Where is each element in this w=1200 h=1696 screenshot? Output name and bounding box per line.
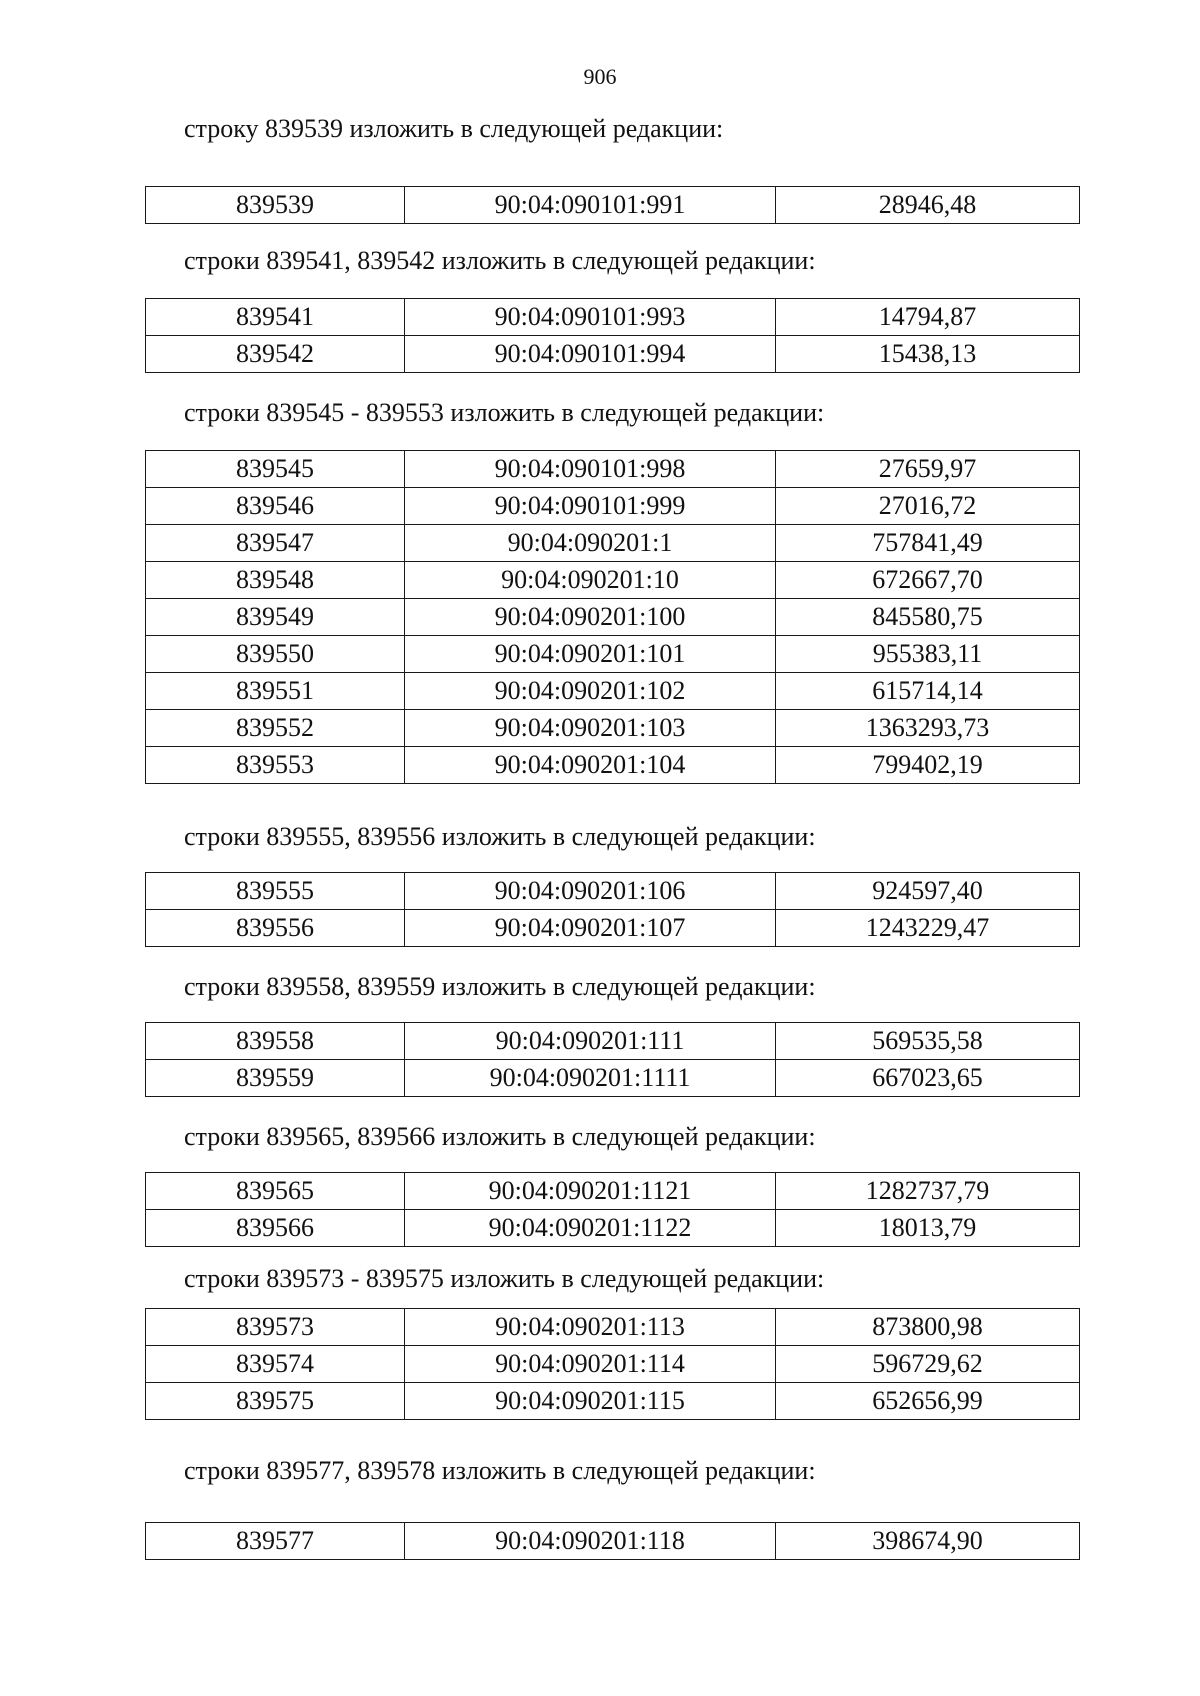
cadastral-number-cell: 90:04:090101:994 — [405, 336, 776, 373]
value-cell: 1282737,79 — [776, 1173, 1080, 1210]
row-number-cell: 839566 — [146, 1210, 405, 1247]
value-cell: 1243229,47 — [776, 910, 1080, 947]
value-cell: 955383,11 — [776, 636, 1080, 673]
table-row — [146, 525, 1080, 562]
value-cell: 667023,65 — [776, 1060, 1080, 1097]
table-row — [146, 910, 1080, 947]
value-cell: 14794,87 — [776, 299, 1080, 336]
data-table — [145, 1308, 1080, 1420]
cadastral-number-cell: 90:04:090201:1111 — [405, 1060, 776, 1097]
table-row — [146, 1309, 1080, 1346]
table-row — [146, 336, 1080, 373]
table-row — [146, 873, 1080, 910]
table-row — [146, 299, 1080, 336]
value-cell: 28946,48 — [776, 187, 1080, 224]
value-cell: 15438,13 — [776, 336, 1080, 373]
value-cell: 757841,49 — [776, 525, 1080, 562]
data-table — [145, 1172, 1080, 1247]
section-heading: строки 839573 - 839575 изложить в следующей редакции: — [184, 1264, 825, 1293]
table-row — [146, 1210, 1080, 1247]
value-cell: 1363293,73 — [776, 710, 1080, 747]
table-row — [146, 747, 1080, 784]
value-cell: 569535,58 — [776, 1023, 1080, 1060]
cadastral-number-cell: 90:04:090201:10 — [405, 562, 776, 599]
table-row — [146, 187, 1080, 224]
data-table — [145, 1522, 1080, 1560]
data-table — [145, 186, 1080, 224]
cadastral-number-cell: 90:04:090201:1121 — [405, 1173, 776, 1210]
table-row — [146, 488, 1080, 525]
cadastral-number-cell: 90:04:090201:113 — [405, 1309, 776, 1346]
cadastral-number-cell: 90:04:090201:107 — [405, 910, 776, 947]
section-heading: строки 839541, 839542 изложить в следующей редакции: — [184, 246, 816, 275]
row-number-cell: 839555 — [146, 873, 405, 910]
table-row — [146, 636, 1080, 673]
row-number-cell: 839558 — [146, 1023, 405, 1060]
cadastral-number-cell: 90:04:090201:114 — [405, 1346, 776, 1383]
cadastral-number-cell: 90:04:090201:111 — [405, 1023, 776, 1060]
value-cell: 924597,40 — [776, 873, 1080, 910]
row-number-cell: 839575 — [146, 1383, 405, 1420]
value-cell: 652656,99 — [776, 1383, 1080, 1420]
cadastral-number-cell: 90:04:090101:991 — [405, 187, 776, 224]
row-number-cell: 839565 — [146, 1173, 405, 1210]
row-number-cell: 839539 — [146, 187, 405, 224]
cadastral-number-cell: 90:04:090201:115 — [405, 1383, 776, 1420]
value-cell: 873800,98 — [776, 1309, 1080, 1346]
cadastral-number-cell: 90:04:090101:998 — [405, 451, 776, 488]
cadastral-number-cell: 90:04:090201:1122 — [405, 1210, 776, 1247]
row-number-cell: 839549 — [146, 599, 405, 636]
row-number-cell: 839559 — [146, 1060, 405, 1097]
cadastral-number-cell: 90:04:090201:103 — [405, 710, 776, 747]
table-row — [146, 710, 1080, 747]
row-number-cell: 839541 — [146, 299, 405, 336]
row-number-cell: 839548 — [146, 562, 405, 599]
row-number-cell: 839553 — [146, 747, 405, 784]
table-row — [146, 599, 1080, 636]
cadastral-number-cell: 90:04:090101:993 — [405, 299, 776, 336]
data-table — [145, 872, 1080, 947]
value-cell: 18013,79 — [776, 1210, 1080, 1247]
table-row — [146, 451, 1080, 488]
value-cell: 845580,75 — [776, 599, 1080, 636]
cadastral-number-cell: 90:04:090201:118 — [405, 1523, 776, 1560]
cadastral-number-cell: 90:04:090101:999 — [405, 488, 776, 525]
cadastral-number-cell: 90:04:090201:100 — [405, 599, 776, 636]
section-heading: строки 839555, 839556 изложить в следующей редакции: — [184, 822, 816, 851]
value-cell: 27016,72 — [776, 488, 1080, 525]
value-cell: 398674,90 — [776, 1523, 1080, 1560]
section-heading: строки 839577, 839578 изложить в следующей редакции: — [184, 1456, 816, 1485]
value-cell: 672667,70 — [776, 562, 1080, 599]
section-heading: строку 839539 изложить в следующей редакции: — [184, 114, 724, 143]
table-row — [146, 1346, 1080, 1383]
section-heading: строки 839565, 839566 изложить в следующей редакции: — [184, 1122, 816, 1151]
table-row — [146, 562, 1080, 599]
data-table — [145, 1022, 1080, 1097]
row-number-cell: 839542 — [146, 336, 405, 373]
table-row — [146, 673, 1080, 710]
cadastral-number-cell: 90:04:090201:101 — [405, 636, 776, 673]
data-table — [145, 450, 1080, 784]
value-cell: 596729,62 — [776, 1346, 1080, 1383]
page-number: 906 — [583, 64, 617, 89]
value-cell: 615714,14 — [776, 673, 1080, 710]
table-row — [146, 1060, 1080, 1097]
row-number-cell: 839546 — [146, 488, 405, 525]
table-row — [146, 1523, 1080, 1560]
cadastral-number-cell: 90:04:090201:102 — [405, 673, 776, 710]
section-heading: строки 839545 - 839553 изложить в следующей редакции: — [184, 398, 825, 427]
row-number-cell: 839552 — [146, 710, 405, 747]
cadastral-number-cell: 90:04:090201:104 — [405, 747, 776, 784]
value-cell: 27659,97 — [776, 451, 1080, 488]
table-row — [146, 1173, 1080, 1210]
row-number-cell: 839550 — [146, 636, 405, 673]
row-number-cell: 839577 — [146, 1523, 405, 1560]
row-number-cell: 839574 — [146, 1346, 405, 1383]
row-number-cell: 839547 — [146, 525, 405, 562]
value-cell: 799402,19 — [776, 747, 1080, 784]
section-heading: строки 839558, 839559 изложить в следующей редакции: — [184, 972, 816, 1001]
table-row — [146, 1383, 1080, 1420]
data-table — [145, 298, 1080, 373]
table-row — [146, 1023, 1080, 1060]
row-number-cell: 839551 — [146, 673, 405, 710]
cadastral-number-cell: 90:04:090201:1 — [405, 525, 776, 562]
row-number-cell: 839573 — [146, 1309, 405, 1346]
row-number-cell: 839556 — [146, 910, 405, 947]
row-number-cell: 839545 — [146, 451, 405, 488]
cadastral-number-cell: 90:04:090201:106 — [405, 873, 776, 910]
